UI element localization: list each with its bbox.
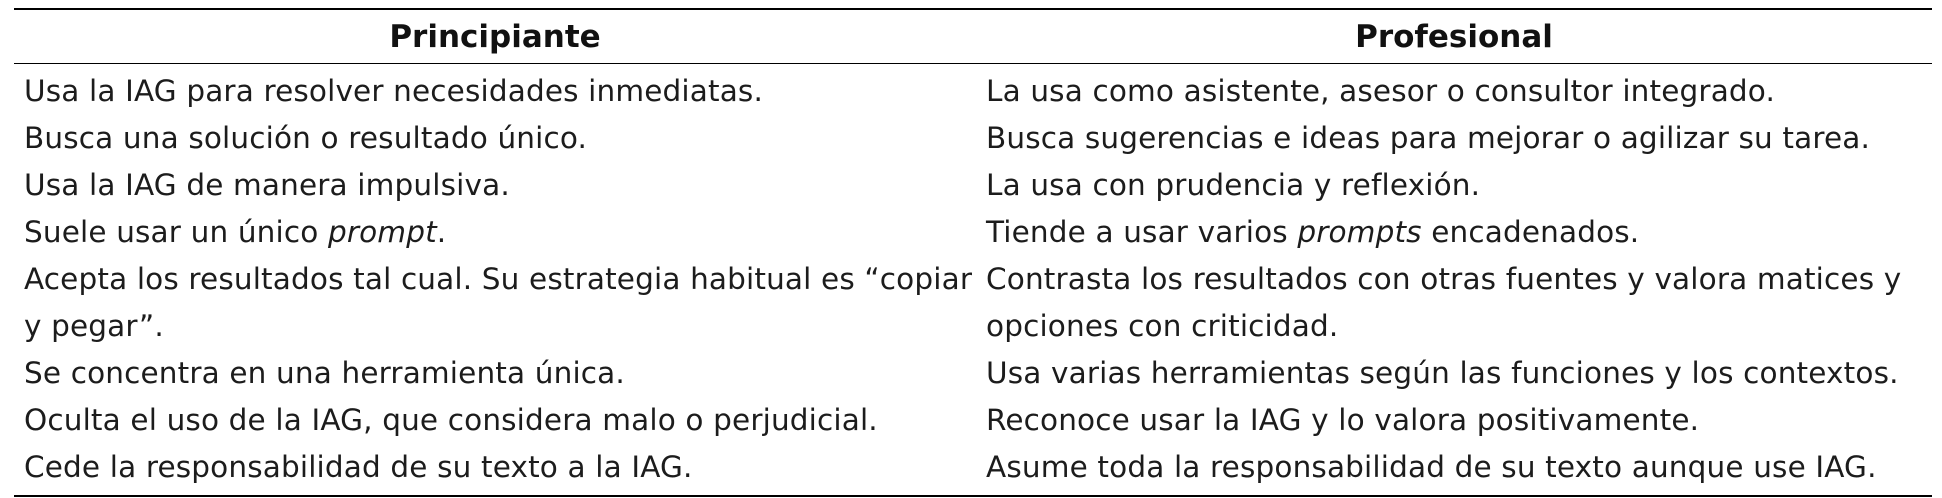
cell-profesional	[976, 256, 1932, 350]
cell-text: Usa la IAG para resolver necesidades inmediatas.	[24, 74, 763, 108]
cell-principiante	[14, 350, 976, 397]
cell-text: Tiende a usar varios	[986, 215, 1298, 249]
cell-principiante	[14, 256, 976, 350]
cell-profesional	[976, 350, 1932, 397]
cell-text: La usa como asistente, asesor o consultor integrado.	[986, 74, 1776, 108]
table-row	[14, 444, 1932, 496]
cell-text: La usa con prudencia y reflexión.	[986, 168, 1481, 202]
table-row	[14, 162, 1932, 209]
cell-text: Reconoce usar la IAG y lo valora positivamente.	[986, 403, 1700, 437]
cell-text: Usa la IAG de manera impulsiva.	[24, 168, 510, 202]
cell-principiante	[14, 397, 976, 444]
cell-text: encadenados.	[1421, 215, 1640, 249]
cell-profesional	[976, 162, 1932, 209]
table-row	[14, 256, 1932, 350]
cell-principiante	[14, 209, 976, 256]
comparison-table-container	[14, 8, 1932, 497]
cell-text: Busca una solución o resultado único.	[24, 121, 588, 155]
cell-text: Usa varias herramientas según las funciones y los contextos.	[986, 356, 1899, 390]
cell-text: Se concentra en una herramienta única.	[24, 356, 625, 390]
cell-text: Contrasta los resultados con otras fuentes y valora matices y opciones con criticidad.	[986, 262, 1902, 343]
cell-principiante	[14, 444, 976, 496]
table-row	[14, 397, 1932, 444]
cell-profesional	[976, 444, 1932, 496]
cell-text: Busca sugerencias e ideas para mejorar o agilizar su tarea.	[986, 121, 1871, 155]
cell-text: .	[436, 215, 447, 249]
cell-text-italic: prompts	[1297, 215, 1422, 249]
table-row	[14, 209, 1932, 256]
cell-profesional	[976, 115, 1932, 162]
cell-principiante	[14, 162, 976, 209]
cell-profesional	[976, 397, 1932, 444]
table-header	[14, 9, 1932, 64]
header-row	[14, 9, 1932, 64]
column-header-profesional: Profesional	[1355, 19, 1553, 55]
cell-principiante	[14, 64, 976, 116]
cell-profesional	[976, 209, 1932, 256]
cell-text: Oculta el uso de la IAG, que considera malo o perjudicial.	[24, 403, 878, 437]
cell-principiante	[14, 115, 976, 162]
table-body	[14, 64, 1932, 497]
comparison-table	[14, 8, 1932, 497]
cell-text: Suele usar un único	[24, 215, 328, 249]
cell-profesional	[976, 64, 1932, 116]
cell-text: Cede la responsabilidad de su texto a la IAG.	[24, 450, 693, 484]
table-row	[14, 350, 1932, 397]
cell-text-italic: prompt	[327, 215, 437, 249]
table-row	[14, 115, 1932, 162]
column-header-principiante: Principiante	[389, 19, 601, 55]
cell-text: Acepta los resultados tal cual. Su estrategia habitual es “copiar y pegar”.	[24, 262, 973, 343]
table-row	[14, 64, 1932, 116]
cell-text: Asume toda la responsabilidad de su texto aunque use IAG.	[986, 450, 1877, 484]
